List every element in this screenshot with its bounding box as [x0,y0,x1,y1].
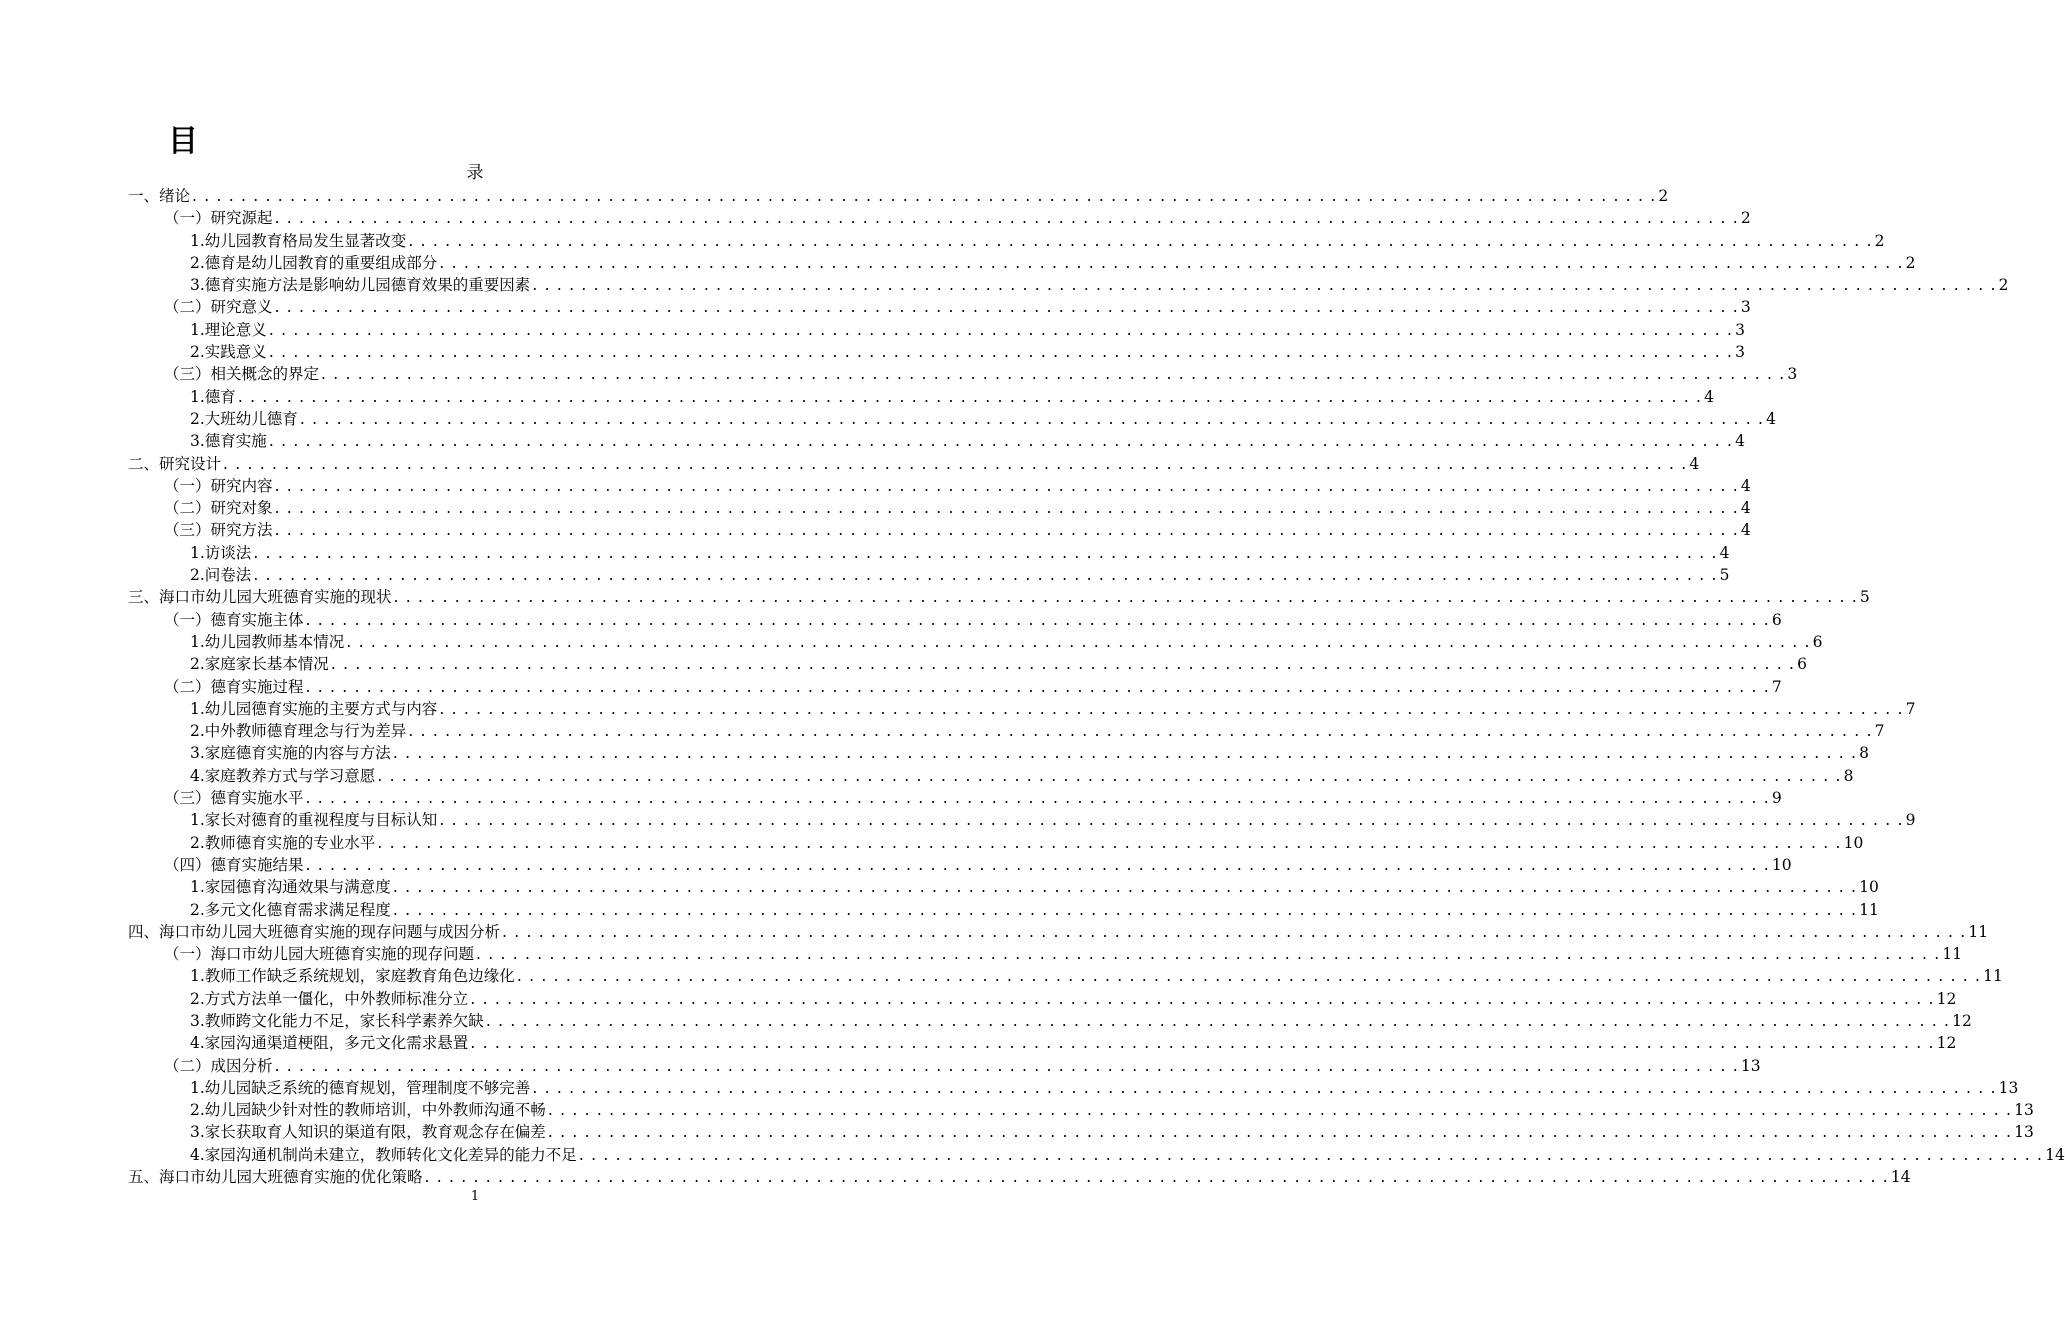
toc-entry-page-number: 9 [1771,789,1782,808]
toc-entry-number: 1. [190,543,205,562]
toc-entry-level-3[interactable] [128,274,2009,296]
toc-entry-page-number: 2 [1874,231,1885,250]
toc-entry-page-number: 13 [1998,1078,2019,1097]
toc-dot-leader: . . . . . . . . . . . . . . . . . . . . . . . . . . . . . . . . . . . . . . . . . . . . . . . . . . . . . . . . . . . . . . . . . . . . . . . . . . . . . . . . . . . . . . . . . . . . . . . . . . . . . . . . . . . . . . . . . . . . . . . . [237,387,1703,406]
toc-dot-leader: . . . . . . . . . . . . . . . . . . . . . . . . . . . . . . . . . . . . . . . . . . . . . . . . . . . . . . . . . . . . . . . . . . . . . . . . . . . . . . . . . . . . . . . . . . . . . . . . . . . . . . . . . . . . . . . . . . . . . . . . [377,833,1842,852]
toc-entry-label: 家园沟通机制尚未建立，教师转化文化差异的能力不足 [204,1145,577,1164]
toc-dot-leader: . . . . . . . . . . . . . . . . . . . . . . . . . . . . . . . . . . . . . . . . . . . . . . . . . . . . . . . . . . . . . . . . . . . . . . . . . . . . . . . . . . . . . . . . . . . . . . . . . . . . . . . . . . . . . . . . . . . . . . . . [485,1011,1951,1030]
toc-dot-leader: . . . . . . . . . . . . . . . . . . . . . . . . . . . . . . . . . . . . . . . . . . . . . . . . . . . . . . . . . . . . . . . . . . . . . . . . . . . . . . . . . . . . . . . . . . . . . . . . . . . . . . . . . . . . . . . . . . . . . . . . [223,454,1688,473]
toc-dot-leader: . . . . . . . . . . . . . . . . . . . . . . . . . . . . . . . . . . . . . . . . . . . . . . . . . . . . . . . . . . . . . . . . . . . . . . . . . . . . . . . . . . . . . . . . . . . . . . . . . . . . . . . . . . . . . . . . . . . . . . . . [424,1168,1889,1187]
toc-dot-leader: . . . . . . . . . . . . . . . . . . . . . . . . . . . . . . . . . . . . . . . . . . . . . . . . . . . . . . . . . . . . . . . . . . . . . . . . . . . . . . . . . . . . . . . . . . . . . . . . . . . . . . . . . . . . . . . . . . . . . . . . [274,298,1739,317]
toc-entry-page-number: 7 [1905,699,1916,718]
toc-entry-page-number: 14 [1890,1168,1911,1187]
toc-entry-level-3[interactable] [128,1032,1957,1054]
toc-entry-label: 家园德育沟通效果与满意度 [204,878,391,897]
toc-dot-leader: . . . . . . . . . . . . . . . . . . . . . . . . . . . . . . . . . . . . . . . . . . . . . . . . . . . . . . . . . . . . . . . . . . . . . . . . . . . . . . . . . . . . . . . . . . . . . . . . . . . . . . . . . . . . . . . . . . . . . . . . [268,343,1734,362]
toc-entry-page-number: 7 [1874,722,1885,741]
toc-entry-page-number: 11 [1968,922,1989,941]
toc-entry-page-number: 6 [1812,632,1823,651]
toc-entry-level-3[interactable] [128,341,1746,363]
toc-entry-label: 家长获取育人知识的渠道有限，教育观念存在偏差 [204,1123,546,1142]
toc-entry-number: 2. [190,833,205,852]
toc-entry-label: 海口市幼儿园大班德育实施的现存问题与成因分析 [159,922,501,941]
toc-entry-page-number: 3 [1735,343,1746,362]
toc-entry-number: 3. [190,276,205,295]
toc-entry-level-2[interactable] [128,943,1963,965]
toc-entry-page-number: 9 [1905,811,1916,830]
toc-entry-label: 幼儿园缺乏系统的德育规划，管理制度不够完善 [204,1078,531,1097]
toc-entry-page-number: 3 [1787,365,1798,384]
toc-entry-number: （二） [164,1056,211,1075]
toc-entry-page-number: 13 [2014,1101,2034,1120]
toc-entry-page-number: 5 [1859,588,1870,607]
toc-entry-page-number: 4 [1704,387,1715,406]
toc-entry-level-3[interactable] [128,765,1854,787]
toc-entry-number: 一、 [128,187,160,205]
page-number: 1 [470,1189,480,1204]
toc-entry-level-1[interactable] [128,185,1669,207]
toc-entry-level-2[interactable] [128,854,1792,876]
toc-entry-label: 幼儿园教师基本情况 [204,632,345,651]
toc-dot-leader: . . . . . . . . . . . . . . . . . . . . . . . . . . . . . . . . . . . . . . . . . . . . . . . . . . . . . . . . . . . . . . . . . . . . . . . . . . . . . . . . . . . . . . . . . . . . . . . . . . . . . . . . . . . . . . . . . . . . . . . . [253,566,1718,585]
toc-entry-page-number: 13 [1740,1056,1761,1075]
toc-entry-page-number: 3 [1735,320,1746,339]
toc-entry-level-3[interactable] [128,832,1864,854]
toc-entry-label: 实践意义 [204,343,267,362]
toc-entry-page-number: 4 [1740,499,1751,518]
toc-entry-label: 德育实施主体 [210,610,304,629]
toc-entry-level-3[interactable] [128,720,1885,742]
toc-entry-number: 1. [190,811,205,830]
toc-entry-number: 4. [190,1034,205,1053]
toc-entry-level-3[interactable] [128,408,1777,430]
toc-entry-level-3[interactable] [128,965,2003,987]
toc-entry-label: 研究内容 [210,476,273,495]
toc-entry-label: 中外教师德育理念与行为差异 [204,722,407,741]
toc-entry-number: （二） [164,677,211,696]
toc-entry-level-3[interactable] [128,1099,2034,1121]
toc-entry-level-2[interactable] [128,296,1751,318]
toc-entry-number: （三） [164,365,211,384]
toc-entry-label: 研究对象 [210,499,273,518]
toc-title-second-char: 录 [466,163,484,183]
toc-entry-number: 2. [190,655,205,674]
toc-entry-level-3[interactable] [128,564,1730,586]
toc-entry-page-number: 11 [1859,900,1879,919]
toc-title-first-char: 目 [168,124,198,159]
toc-entry-page-number: 12 [1936,1034,1957,1053]
toc-entry-number: （三） [164,521,211,540]
toc-entry-number: 2. [190,722,205,741]
toc-entry-label: 幼儿园教育格局发生显著改变 [204,231,407,250]
toc-entry-label: 德育实施水平 [210,789,304,808]
toc-entry-label: 德育实施方法是影响幼儿园德育效果的重要因素 [204,276,531,295]
toc-dot-leader: . . . . . . . . . . . . . . . . . . . . . . . . . . . . . . . . . . . . . . . . . . . . . . . . . . . . . . . . . . . . . . . . . . . . . . . . . . . . . . . . . . . . . . . . . . . . . . . . . . . . . . . . . . . . . . . . . . . . . . . . [547,1101,2013,1120]
toc-entry-number: 1. [190,967,205,986]
toc-dot-leader: . . . . . . . . . . . . . . . . . . . . . . . . . . . . . . . . . . . . . . . . . . . . . . . . . . . . . . . . . . . . . . . . . . . . . . . . . . . . . . . . . . . . . . . . . . . . . . . . . . . . . . . . . . . . . . . . . . . . . . . . [532,276,1997,295]
toc-dot-leader: . . . . . . . . . . . . . . . . . . . . . . . . . . . . . . . . . . . . . . . . . . . . . . . . . . . . . . . . . . . . . . . . . . . . . . . . . . . . . . . . . . . . . . . . . . . . . . . . . . . . . . . . . . . . . . . . . . . . . . . . [274,209,1739,228]
toc-entry-number: 3. [190,1011,205,1030]
toc-entry-number: 3. [190,744,205,763]
toc-entry-label: 家园沟通渠道梗阻，多元文化需求悬置 [204,1034,469,1053]
toc-entry-page-number: 4 [1766,409,1777,428]
toc-dot-leader: . . . . . . . . . . . . . . . . . . . . . . . . . . . . . . . . . . . . . . . . . . . . . . . . . . . . . . . . . . . . . . . . . . . . . . . . . . . . . . . . . . . . . . . . . . . . . . . . . . . . . . . . . . . . . . . . . . . . . . . . [253,543,1718,562]
toc-dot-leader: . . . . . . . . . . . . . . . . . . . . . . . . . . . . . . . . . . . . . . . . . . . . . . . . . . . . . . . . . . . . . . . . . . . . . . . . . . . . . . . . . . . . . . . . . . . . . . . . . . . . . . . . . . . . . . . . . . . . . . . . [392,900,1858,919]
toc-entry-page-number: 4 [1689,454,1700,473]
toc-dot-leader: . . . . . . . . . . . . . . . . . . . . . . . . . . . . . . . . . . . . . . . . . . . . . . . . . . . . . . . . . . . . . . . . . . . . . . . . . . . . . . . . . . . . . . . . . . . . . . . . . . . . . . . . . . . . . . . . . . . . . . . . [346,632,1811,651]
toc-entry-number: 2. [190,989,205,1008]
toc-entry-page-number: 5 [1719,566,1730,585]
toc-entry-number: （一） [164,945,211,964]
toc-entry-number: 2. [190,1101,205,1120]
toc-dot-leader: . . . . . . . . . . . . . . . . . . . . . . . . . . . . . . . . . . . . . . . . . . . . . . . . . . . . . . . . . . . . . . . . . . . . . . . . . . . . . . . . . . . . . . . . . . . . . . . . . . . . . . . . . . . . . . . . . . . . . . . . [274,521,1739,540]
toc-dot-leader: . . . . . . . . . . . . . . . . . . . . . . . . . . . . . . . . . . . . . . . . . . . . . . . . . . . . . . . . . . . . . . . . . . . . . . . . . . . . . . . . . . . . . . . . . . . . . . . . . . . . . . . . . . . . . . . . . . . . . . . . [392,878,1858,897]
toc-dot-leader: . . . . . . . . . . . . . . . . . . . . . . . . . . . . . . . . . . . . . . . . . . . . . . . . . . . . . . . . . . . . . . . . . . . . . . . . . . . . . . . . . . . . . . . . . . . . . . . . . . . . . . . . . . . . . . . . . . . . . . . . [305,789,1770,808]
toc-entry-level-1[interactable] [128,586,1870,608]
toc-entry-number: （三） [164,789,211,808]
toc-dot-leader: . . . . . . . . . . . . . . . . . . . . . . . . . . . . . . . . . . . . . . . . . . . . . . . . . . . . . . . . . . . . . . . . . . . . . . . . . . . . . . . . . . . . . . . . . . . . . . . . . . . . . . . . . . . . . . . . . . . . . . . . [305,855,1770,874]
toc-entry-level-3[interactable] [128,386,1715,408]
toc-entry-number: 二、 [128,454,160,473]
toc-entry-level-3[interactable] [128,230,1885,252]
toc-entry-page-number: 11 [1942,945,1963,964]
toc-entry-page-number: 10 [1859,878,1879,897]
toc-dot-leader: . . . . . . . . . . . . . . . . . . . . . . . . . . . . . . . . . . . . . . . . . . . . . . . . . . . . . . . . . . . . . . . . . . . . . . . . . . . . . . . . . . . . . . . . . . . . . . . . . . . . . . . . . . . . . . . . . . . . . . . . [408,722,1873,741]
toc-entry-label: 家庭家长基本情况 [204,655,329,674]
toc-entry-label: 德育实施结果 [210,855,304,874]
toc-entry-level-3[interactable] [128,1121,2034,1143]
toc-entry-label: 访谈法 [204,543,252,562]
toc-dot-leader: . . . . . . . . . . . . . . . . . . . . . . . . . . . . . . . . . . . . . . . . . . . . . . . . . . . . . . . . . . . . . . . . . . . . . . . . . . . . . . . . . . . . . . . . . . . . . . . . . . . . . . . . . . . . . . . . . . . . . . . . [439,253,1904,272]
toc-dot-leader: . . . . . . . . . . . . . . . . . . . . . . . . . . . . . . . . . . . . . . . . . . . . . . . . . . . . . . . . . . . . . . . . . . . . . . . . . . . . . . . . . . . . . . . . . . . . . . . . . . . . . . . . . . . . . . . . . . . . . . . . [377,766,1842,785]
toc-dot-leader: . . . . . . . . . . . . . . . . . . . . . . . . . . . . . . . . . . . . . . . . . . . . . . . . . . . . . . . . . . . . . . . . . . . . . . . . . . . . . . . . . . . . . . . . . . . . . . . . . . . . . . . . . . . . . . . . . . . . . . . . [470,1034,1935,1053]
toc-dot-leader: . . . . . . . . . . . . . . . . . . . . . . . . . . . . . . . . . . . . . . . . . . . . . . . . . . . . . . . . . . . . . . . . . . . . . . . . . . . . . . . . . . . . . . . . . . . . . . . . . . . . . . . . . . . . . . . . . . . . . . . . [578,1145,2044,1164]
toc-entry-level-3[interactable] [128,1077,2019,1099]
toc-entry-label: 海口市幼儿园大班德育实施的现状 [159,588,392,607]
toc-entry-level-3[interactable] [128,809,1916,831]
toc-dot-leader: . . . . . . . . . . . . . . . . . . . . . . . . . . . . . . . . . . . . . . . . . . . . . . . . . . . . . . . . . . . . . . . . . . . . . . . . . . . . . . . . . . . . . . . . . . . . . . . . . . . . . . . . . . . . . . . . . . . . . . . . [470,989,1935,1008]
toc-entry-label: 绪论 [159,187,191,205]
toc-entry-label: 教师德育实施的专业水平 [204,833,376,852]
toc-entry-label: 研究意义 [210,298,273,317]
toc-dot-leader: . . . . . . . . . . . . . . . . . . . . . . . . . . . . . . . . . . . . . . . . . . . . . . . . . . . . . . . . . . . . . . . . . . . . . . . . . . . . . . . . . . . . . . . . . . . . . . . . . . . . . . . . . . . . . . . . . . . . . . . . [516,967,1982,986]
toc-entry-label: 研究设计 [159,454,222,473]
toc-entry-page-number: 2 [1905,253,1916,272]
toc-entry-number: 2. [190,900,205,919]
toc-entry-label: 海口市幼儿园大班德育实施的现存问题 [210,945,475,964]
toc-entry-number: （四） [164,855,211,874]
toc-dot-leader: . . . . . . . . . . . . . . . . . . . . . . . . . . . . . . . . . . . . . . . . . . . . . . . . . . . . . . . . . . . . . . . . . . . . . . . . . . . . . . . . . . . . . . . . . . . . . . . . . . . . . . . . . . . . . . . . . . . . . . . . [268,432,1734,451]
toc-entry-level-2[interactable] [128,207,1751,229]
toc-entry-page-number: 10 [1771,855,1792,874]
toc-entry-page-number: 4 [1719,543,1730,562]
toc-entry-number: 三、 [128,588,160,607]
toc-dot-leader: . . . . . . . . . . . . . . . . . . . . . . . . . . . . . . . . . . . . . . . . . . . . . . . . . . . . . . . . . . . . . . . . . . . . . . . . . . . . . . . . . . . . . . . . . . . . . . . . . . . . . . . . . . . . . . . . . . . . . . . . [321,365,1786,384]
toc-entry-number: 1. [190,1078,205,1097]
toc-entry-number: 3. [190,432,205,451]
toc-dot-leader: . . . . . . . . . . . . . . . . . . . . . . . . . . . . . . . . . . . . . . . . . . . . . . . . . . . . . . . . . . . . . . . . . . . . . . . . . . . . . . . . . . . . . . . . . . . . . . . . . . . . . . . . . . . . . . . . . . . . . . . . [502,922,1967,941]
toc-entry-page-number: 2 [1740,209,1751,228]
toc-entry-page-number: 4 [1740,476,1751,495]
toc-dot-leader: . . . . . . . . . . . . . . . . . . . . . . . . . . . . . . . . . . . . . . . . . . . . . . . . . . . . . . . . . . . . . . . . . . . . . . . . . . . . . . . . . . . . . . . . . . . . . . . . . . . . . . . . . . . . . . . . . . . . . . . . [547,1123,2013,1142]
toc-entry-number: 四、 [128,922,160,941]
toc-entry-number: 1. [190,231,205,250]
toc-entry-level-3[interactable] [128,876,1879,898]
toc-dot-leader: . . . . . . . . . . . . . . . . . . . . . . . . . . . . . . . . . . . . . . . . . . . . . . . . . . . . . . . . . . . . . . . . . . . . . . . . . . . . . . . . . . . . . . . . . . . . . . . . . . . . . . . . . . . . . . . . . . . . . . . . [392,744,1858,763]
toc-entry-page-number: 6 [1771,610,1782,629]
toc-entry-page-number: 10 [1843,833,1864,852]
toc-entry-number: 2. [190,566,205,585]
toc-entry-level-3[interactable] [128,542,1730,564]
toc-dot-leader: . . . . . . . . . . . . . . . . . . . . . . . . . . . . . . . . . . . . . . . . . . . . . . . . . . . . . . . . . . . . . . . . . . . . . . . . . . . . . . . . . . . . . . . . . . . . . . . . . . . . . . . . . . . . . . . . . . . . . . . . [330,655,1796,674]
toc-dot-leader: . . . . . . . . . . . . . . . . . . . . . . . . . . . . . . . . . . . . . . . . . . . . . . . . . . . . . . . . . . . . . . . . . . . . . . . . . . . . . . . . . . . . . . . . . . . . . . . . . . . . . . . . . . . . . . . . . . . . . . . . [393,588,1858,607]
toc-entry-level-2[interactable] [128,1055,1761,1077]
toc-entry-page-number: 2 [1998,276,2009,295]
toc-entry-number: （二） [164,499,211,518]
toc-entry-level-3[interactable] [128,1010,1972,1032]
toc-entry-label: 多元文化德育需求满足程度 [204,900,391,919]
toc-entry-number: 4. [190,766,205,785]
toc-entry-label: 问卷法 [204,566,252,585]
toc-entry-number: 五、 [128,1168,160,1187]
toc-entry-label: 海口市幼儿园大班德育实施的优化策略 [159,1168,423,1187]
toc-dot-leader: . . . . . . . . . . . . . . . . . . . . . . . . . . . . . . . . . . . . . . . . . . . . . . . . . . . . . . . . . . . . . . . . . . . . . . . . . . . . . . . . . . . . . . . . . . . . . . . . . . . . . . . . . . . . . . . . . . . . . . . . [274,476,1739,495]
toc-entry-label: 德育实施过程 [210,677,304,696]
toc-entry-page-number: 12 [1936,989,1957,1008]
toc-entry-number: （一） [164,209,211,228]
toc-entry-page-number: 7 [1771,677,1782,696]
toc-dot-leader: . . . . . . . . . . . . . . . . . . . . . . . . . . . . . . . . . . . . . . . . . . . . . . . . . . . . . . . . . . . . . . . . . . . . . . . . . . . . . . . . . . . . . . . . . . . . . . . . . . . . . . . . . . . . . . . . . . . . . . . . [532,1078,1997,1097]
toc-entry-label: 幼儿园德育实施的主要方式与内容 [204,699,438,718]
toc-entry-number: 1. [190,878,205,897]
toc-entry-label: 研究方法 [210,521,273,540]
toc-entry-label: 德育实施 [204,432,267,451]
toc-entry-level-3[interactable] [128,319,1746,341]
toc-dot-leader: . . . . . . . . . . . . . . . . . . . . . . . . . . . . . . . . . . . . . . . . . . . . . . . . . . . . . . . . . . . . . . . . . . . . . . . . . . . . . . . . . . . . . . . . . . . . . . . . . . . . . . . . . . . . . . . . . . . . . . . . [439,811,1904,830]
toc-entry-page-number: 8 [1843,766,1854,785]
toc-entry-label: 教师跨文化能力不足，家长科学素养欠缺 [204,1011,484,1030]
toc-entry-level-2[interactable] [128,497,1751,519]
toc-entry-number: （二） [164,298,211,317]
toc-entry-level-3[interactable] [128,252,1916,274]
toc-entry-level-2[interactable] [128,475,1751,497]
toc-entry-page-number: 13 [2014,1123,2034,1142]
toc-entry-number: 2. [190,409,205,428]
toc-dot-leader: . . . . . . . . . . . . . . . . . . . . . . . . . . . . . . . . . . . . . . . . . . . . . . . . . . . . . . . . . . . . . . . . . . . . . . . . . . . . . . . . . . . . . . . . . . . . . . . . . . . . . . . . . . . . . . . . . . . . . . . . [299,409,1765,428]
toc-entry-level-3[interactable] [128,698,1916,720]
table-of-contents [128,185,2065,1188]
toc-entry-number: 1. [190,632,205,651]
toc-entry-number: 3. [190,1123,205,1142]
toc-entry-level-1[interactable] [128,1166,1911,1188]
toc-entry-label: 幼儿园缺少针对性的教师培训，中外教师沟通不畅 [204,1101,546,1120]
toc-entry-page-number: 4 [1740,521,1751,540]
toc-entry-level-2[interactable] [128,609,1782,631]
toc-entry-label: 家庭德育实施的内容与方法 [204,744,391,763]
toc-entry-number: 2. [190,343,205,362]
toc-entry-level-1[interactable] [128,921,1989,943]
toc-entry-label: 研究源起 [210,209,273,228]
toc-entry-number: （一） [164,476,211,495]
toc-entry-label: 德育 [204,387,236,406]
toc-entry-label: 大班幼儿德育 [204,409,298,428]
toc-entry-page-number: 14 [2045,1145,2065,1164]
toc-dot-leader: . . . . . . . . . . . . . . . . . . . . . . . . . . . . . . . . . . . . . . . . . . . . . . . . . . . . . . . . . . . . . . . . . . . . . . . . . . . . . . . . . . . . . . . . . . . . . . . . . . . . . . . . . . . . . . . . . . . . . . . . [274,499,1739,518]
toc-entry-number: 1. [190,699,205,718]
toc-entry-level-3[interactable] [128,988,1957,1010]
toc-entry-label: 方式方法单一僵化，中外教师标准分立 [204,989,469,1008]
toc-entry-label: 成因分析 [210,1056,273,1075]
toc-entry-page-number: 6 [1797,655,1808,674]
toc-entry-level-3[interactable] [128,430,1746,452]
toc-entry-page-number: 12 [1952,1011,1972,1030]
toc-entry-page-number: 8 [1859,744,1870,763]
toc-entry-number: 2. [190,253,205,272]
toc-entry-level-3[interactable] [128,742,1870,764]
toc-entry-label: 教师工作缺乏系统规划，家庭教育角色边缘化 [204,967,515,986]
toc-entry-level-1[interactable] [128,453,1700,475]
toc-entry-level-3[interactable] [128,899,1879,921]
toc-dot-leader: . . . . . . . . . . . . . . . . . . . . . . . . . . . . . . . . . . . . . . . . . . . . . . . . . . . . . . . . . . . . . . . . . . . . . . . . . . . . . . . . . . . . . . . . . . . . . . . . . . . . . . . . . . . . . . . . . . . . . . . . [305,610,1770,629]
toc-entry-label: 相关概念的界定 [210,365,320,384]
toc-entry-level-2[interactable] [128,363,1798,385]
toc-entry-page-number: 11 [1983,967,2003,986]
toc-entry-number: 1. [190,320,205,339]
toc-dot-leader: . . . . . . . . . . . . . . . . . . . . . . . . . . . . . . . . . . . . . . . . . . . . . . . . . . . . . . . . . . . . . . . . . . . . . . . . . . . . . . . . . . . . . . . . . . . . . . . . . . . . . . . . . . . . . . . . . . . . . . . . [305,677,1770,696]
toc-entry-page-number: 2 [1658,187,1669,205]
toc-entry-level-3[interactable] [128,653,1808,675]
toc-entry-page-number: 4 [1735,432,1746,451]
toc-entry-label: 家长对德育的重视程度与目标认知 [204,811,438,830]
toc-entry-level-2[interactable] [128,519,1751,541]
toc-entry-level-3[interactable] [128,1144,2065,1166]
toc-entry-label: 理论意义 [204,320,267,339]
toc-entry-level-2[interactable] [128,676,1782,698]
toc-dot-leader: . . . . . . . . . . . . . . . . . . . . . . . . . . . . . . . . . . . . . . . . . . . . . . . . . . . . . . . . . . . . . . . . . . . . . . . . . . . . . . . . . . . . . . . . . . . . . . . . . . . . . . . . . . . . . . . . . . . . . . . . [192,187,1657,205]
toc-dot-leader: . . . . . . . . . . . . . . . . . . . . . . . . . . . . . . . . . . . . . . . . . . . . . . . . . . . . . . . . . . . . . . . . . . . . . . . . . . . . . . . . . . . . . . . . . . . . . . . . . . . . . . . . . . . . . . . . . . . . . . . . [408,231,1873,250]
toc-entry-number: 1. [190,387,205,406]
toc-entry-level-3[interactable] [128,631,1823,653]
toc-entry-label: 家庭教养方式与学习意愿 [204,766,376,785]
toc-dot-leader: . . . . . . . . . . . . . . . . . . . . . . . . . . . . . . . . . . . . . . . . . . . . . . . . . . . . . . . . . . . . . . . . . . . . . . . . . . . . . . . . . . . . . . . . . . . . . . . . . . . . . . . . . . . . . . . . . . . . . . . . [274,1056,1739,1075]
toc-entry-label: 德育是幼儿园教育的重要组成部分 [204,253,438,272]
toc-entry-number: 4. [190,1145,205,1164]
toc-entry-number: （一） [164,610,211,629]
toc-dot-leader: . . . . . . . . . . . . . . . . . . . . . . . . . . . . . . . . . . . . . . . . . . . . . . . . . . . . . . . . . . . . . . . . . . . . . . . . . . . . . . . . . . . . . . . . . . . . . . . . . . . . . . . . . . . . . . . . . . . . . . . . [476,945,1941,964]
toc-dot-leader: . . . . . . . . . . . . . . . . . . . . . . . . . . . . . . . . . . . . . . . . . . . . . . . . . . . . . . . . . . . . . . . . . . . . . . . . . . . . . . . . . . . . . . . . . . . . . . . . . . . . . . . . . . . . . . . . . . . . . . . . [439,699,1904,718]
toc-entry-level-2[interactable] [128,787,1782,809]
toc-dot-leader: . . . . . . . . . . . . . . . . . . . . . . . . . . . . . . . . . . . . . . . . . . . . . . . . . . . . . . . . . . . . . . . . . . . . . . . . . . . . . . . . . . . . . . . . . . . . . . . . . . . . . . . . . . . . . . . . . . . . . . . . [268,320,1734,339]
toc-entry-page-number: 3 [1740,298,1751,317]
